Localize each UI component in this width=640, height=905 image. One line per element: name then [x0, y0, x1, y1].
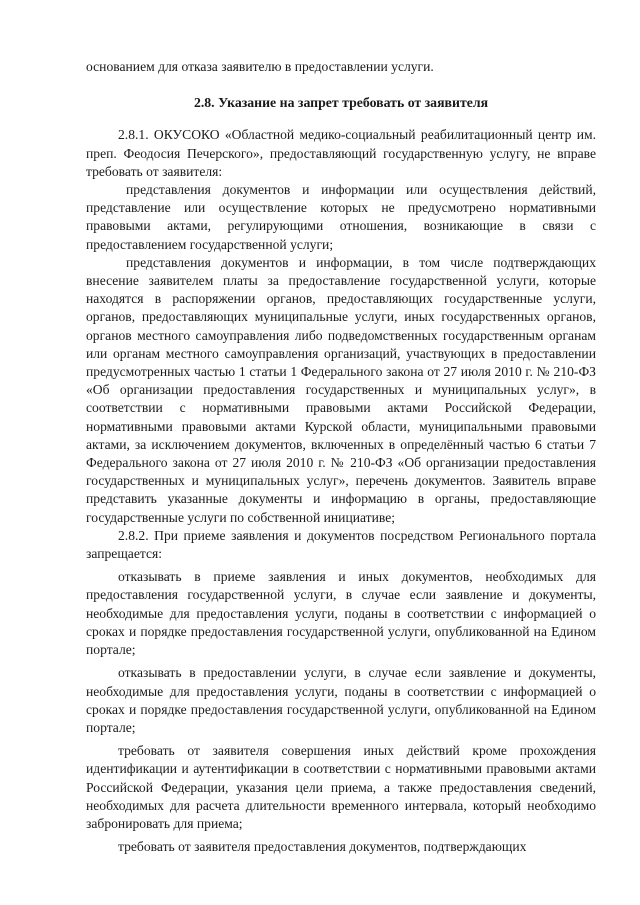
paragraph-2-8-2: 2.8.2. При приеме заявления и документов посредством Регионального портала запрещается: — [86, 527, 596, 562]
paragraph-2-8-2-item-b: отказывать в предоставлении услуги, в случае если заявление и документы, необходимые для предоставления услуги, поданы в соответствии с информацией о сроках и порядке предоставления государственной услуги, опубликованной на Едином портале; — [86, 665, 596, 735]
paragraph-2-8-1-item-b: представления документов и информации, в том числе подтверждающих внесение заявителем платы за предоставление государственной услуги, которые находятся в распоряжении органов, предоставляющих государственные услуги, органов, предоставляющих муниципальные услуги, иных государственных органов, органов местного самоуправления либо подведомственных государственным органам или органам местного самоуправления организаций, участвующих в предоставлении предусмотренных частью 1 статьи 1 Федерального закона от 27 июля 2010 г. № 210-ФЗ «Об организации предоставления государственных и муниципальных услуг», в соответствии с нормативными правовыми актами Российской Федерации, нормативными правовыми актами Курской области, муниципальными правовыми актами, за исключением документов, включенных в определённый частью 6 статьи 7 Федерального закона от 27 июля 2010 г. № 210-ФЗ «Об организации предоставления государственных и муниципальных услуг», перечень документов. Заявитель вправе представить указанные документы и информацию в органы, предоставляющие государственные услуги по собственной инициативе; — [86, 254, 596, 525]
section-heading: 2.8. Указание на запрет требовать от заявителя — [193, 95, 489, 111]
paragraph-2-8-1: 2.8.1. ОКУСОКО «Областной медико-социальный реабилитационный центр им. преп. Феодосия Печерского», предоставляющий государственную услугу, не вправе требовать от заявителя: — [86, 127, 596, 179]
paragraph-2-8-2-item-c: требовать от заявителя совершения иных действий кроме прохождения идентификации и аутентификации в соответствии с нормативными правовыми актами Российской Федерации, указания цели приема, а также предоставления сведений, необходимых для расчета длительности временного интервала, который необходимо забронировать для приема; — [86, 743, 596, 831]
document-body — [86, 58, 596, 856]
text-line-top: основанием для отказа заявителю в предоставлении услуги. — [86, 59, 434, 74]
paragraph-2-8-2-item-a: отказывать в приеме заявления и иных документов, необходимых для предоставления государственной услуги, в случае если заявление и документы, необходимые для предоставления услуги, поданы в соответствии с информацией о сроках и порядке предоставления государственной услуги, опубликованной на Едином портале; — [86, 569, 596, 658]
paragraph-2-8-2-item-d: требовать от заявителя предоставления документов, подтверждающих — [118, 839, 527, 855]
paragraph-2-8-1-item-a: представления документов и информации или осуществления действий, представление или осуществление которых не предусмотрено нормативными правовыми актами, регулирующими отношения, возникающие в связи с предоставлением государственной услуги; — [86, 182, 596, 252]
